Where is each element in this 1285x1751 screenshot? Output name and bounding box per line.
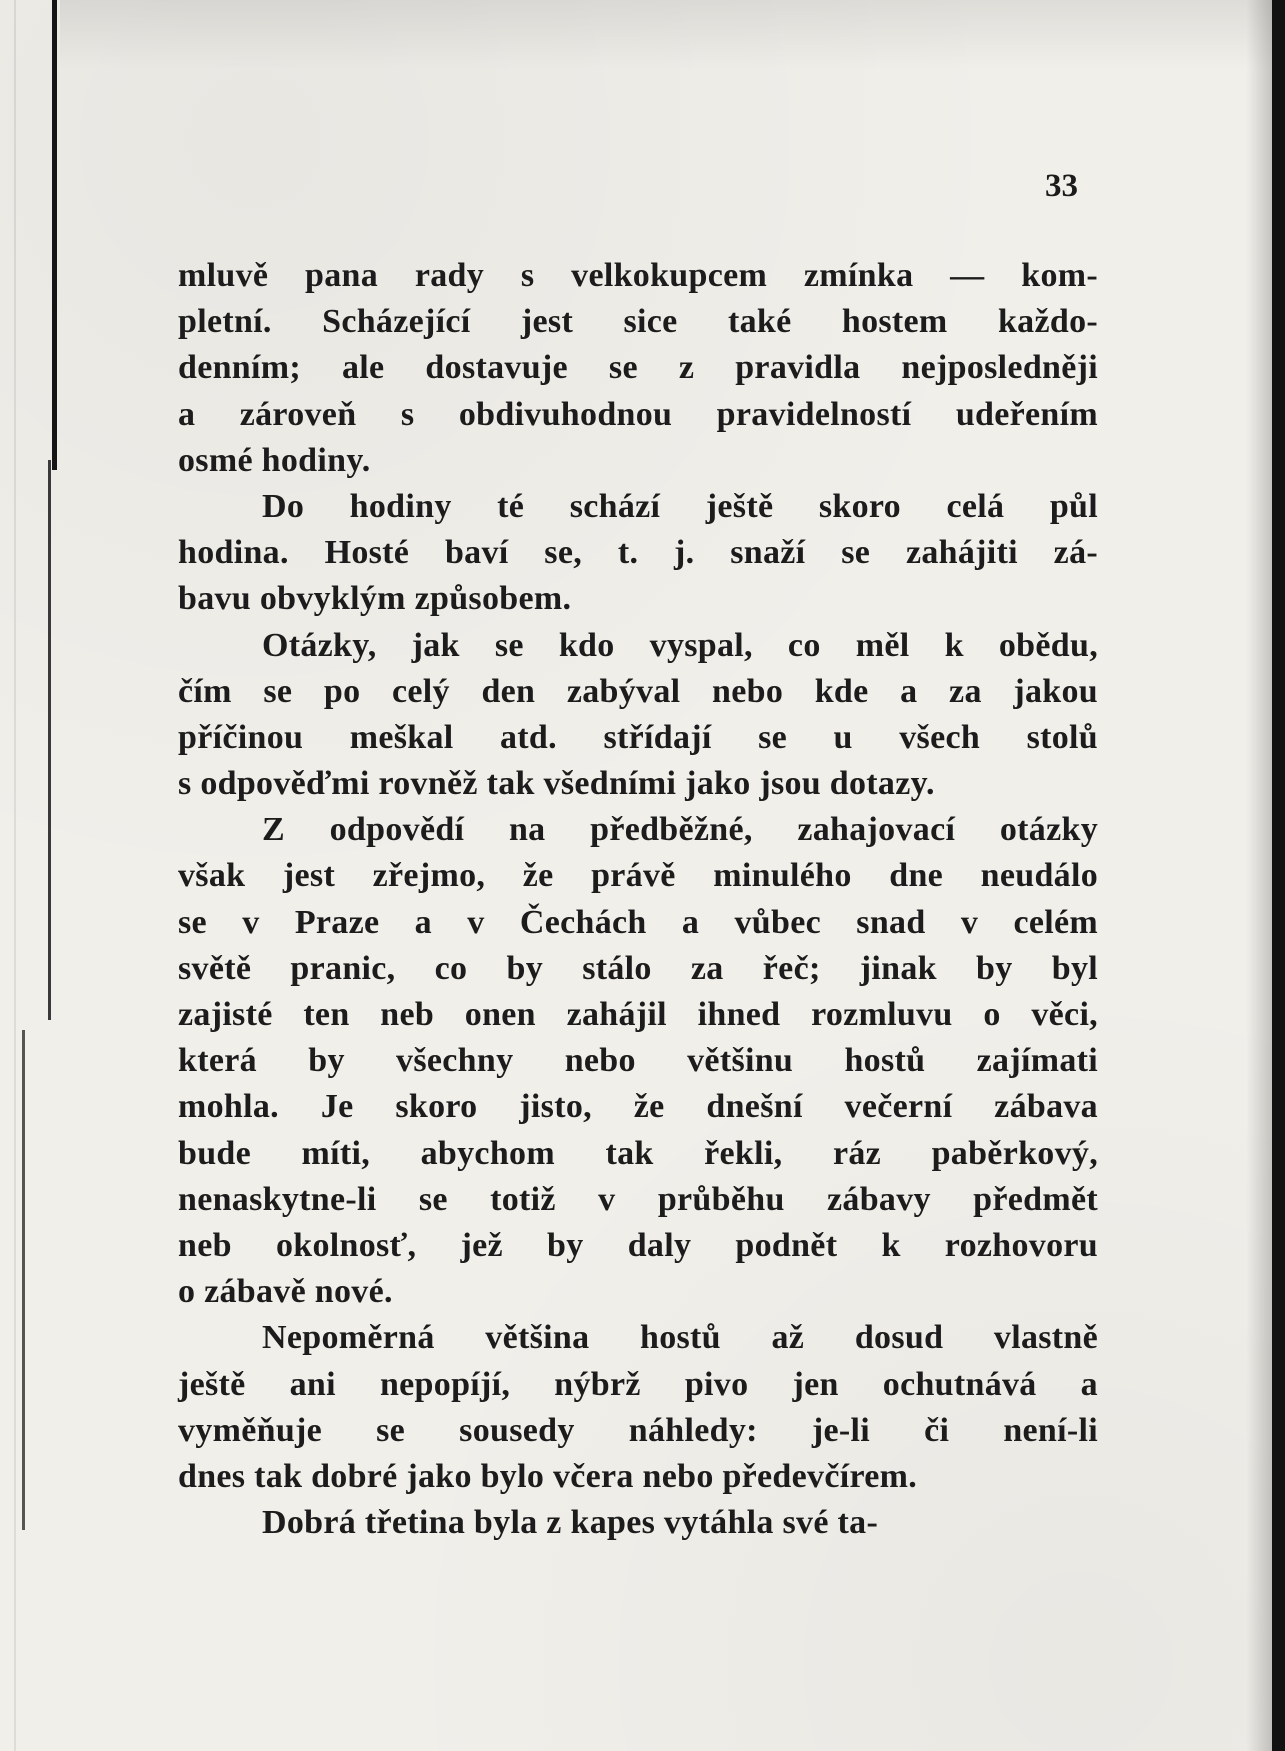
text-line: o zábavě nové. <box>178 1273 393 1311</box>
text-line: světě pranic, co by stálo za řeč; jinak by byl <box>178 949 1098 987</box>
text-line: dnes tak dobré jako bylo včera nebo předevčírem. <box>178 1457 918 1495</box>
text-line: Nepoměrná většina hostů až dosud vlastně <box>262 1319 1098 1357</box>
text-line: ještě ani nepopíjí, nýbrž pivo jen ochutnává a <box>178 1365 1098 1403</box>
text-line: zajisté ten neb onen zahájil ihned rozmluvu o věci, <box>178 996 1098 1033</box>
text-line: Otázky, jak se kdo vyspal, co měl k obědu, <box>262 626 1098 664</box>
text-line: bavu obvyklým způsobem. <box>178 580 572 618</box>
text-line: vyměňuje se sousedy náhledy: je-li či není-li <box>178 1411 1098 1449</box>
text-line: se v Praze a v Čechách a vůbec snad v celém <box>178 903 1098 941</box>
text-line: příčinou meškal atd. střídají se u všech stolů <box>178 718 1098 756</box>
text-line: a zároveň s obdivuhodnou pravidelností udeřením <box>178 395 1098 433</box>
page-edge-shadow <box>1246 0 1272 1751</box>
binding-edge-upper <box>52 0 57 470</box>
text-line: osmé hodiny. <box>178 441 371 479</box>
gutter-mark <box>14 0 16 1751</box>
text-line: Z odpovědí na předběžné, zahajovací otázky <box>262 811 1098 849</box>
binding-edge-middle <box>48 460 51 1020</box>
text-line: mluvě pana rady s velkokupcem zmínka — kom- <box>178 257 1098 294</box>
text-line: však jest zřejmo, že právě minulého dne neudálo <box>178 857 1098 895</box>
text-line: denním; ale dostavuje se z pravidla nejposledněji <box>178 349 1098 387</box>
binding-edge-lower <box>22 1030 25 1530</box>
text-line: mohla. Je skoro jisto, že dnešní večerní zábava <box>178 1088 1098 1126</box>
text-line: nenaskytne-li se totiž v průběhu zábavy předmět <box>178 1180 1098 1218</box>
text-line: hodina. Hosté baví se, t. j. snaží se zahájiti zá- <box>178 534 1098 572</box>
text-line: pletní. Scházející jest sice také hostem každo- <box>178 303 1098 341</box>
page-number: 33 <box>1045 168 1078 204</box>
text-line: která by všechny nebo většinu hostů zajímati <box>178 1042 1098 1080</box>
text-line: čím se po celý den zabýval nebo kde a za jakou <box>178 672 1098 710</box>
text-line: Do hodiny té schází ještě skoro celá půl <box>262 487 1098 525</box>
page-top-shading <box>60 0 1272 70</box>
text-line: bude míti, abychom tak řekli, ráz paběrkový, <box>178 1134 1098 1172</box>
body-text <box>178 253 1098 1546</box>
text-line: Dobrá třetina byla z kapes vytáhla své ta- <box>262 1504 879 1542</box>
text-line: s odpověďmi rovněž tak všedními jako jsou dotazy. <box>178 765 935 803</box>
text-line: neb okolnosť, jež by daly podnět k rozhovoru <box>178 1226 1098 1264</box>
